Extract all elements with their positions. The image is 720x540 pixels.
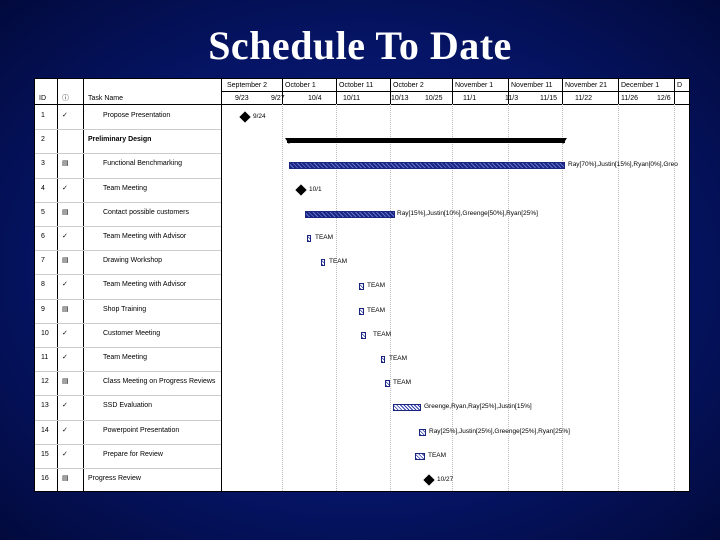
task-indicator-icon: ▤: [62, 305, 69, 313]
milestone-marker: [239, 111, 250, 122]
task-bar: [419, 429, 426, 436]
task-bar: [307, 235, 311, 242]
row-divider: [35, 444, 221, 445]
header-task-name: Task Name: [88, 95, 124, 102]
task-id: 7: [41, 257, 45, 265]
task-name: Contact possible customers: [103, 208, 189, 216]
task-name: Prepare for Review: [103, 450, 163, 458]
task-bar-label: TEAM: [367, 282, 386, 290]
timescale-minor-label: 11/1: [463, 95, 477, 102]
task-bar-label: TEAM: [389, 355, 408, 362]
timescale-minor-label: 10/13: [391, 95, 409, 102]
task-name: Team Meeting with Advisor: [103, 281, 187, 289]
task-id: 13: [41, 402, 49, 410]
task-name: Team Meeting: [103, 184, 147, 192]
task-indicator-icon: ✓: [62, 233, 68, 240]
row-divider: [35, 153, 221, 154]
timescale-divider: [336, 79, 337, 104]
timescale-major-label: September 2: [227, 82, 268, 89]
task-name: Shop Training: [103, 305, 147, 313]
task-bar: [415, 453, 425, 460]
timescale-major-label: November 11: [511, 82, 553, 89]
timescale-minor-label: 10/11: [343, 95, 360, 102]
task-indicator-icon: ▤: [62, 475, 69, 482]
summary-bar: [287, 138, 565, 143]
timescale-minor-label: 10/4: [308, 95, 322, 102]
timescale-minor-label: 11/22: [575, 95, 592, 102]
task-bar-label: TEAM: [428, 451, 447, 459]
timescale-minor-label: 11/26: [621, 95, 638, 102]
task-id: 12: [41, 378, 49, 386]
header-divider: [35, 104, 689, 105]
task-indicator-icon: ✓: [62, 112, 68, 119]
task-bar-label: TEAM: [315, 234, 334, 241]
task-bar-label: 10/1: [309, 185, 322, 193]
timescale-minor-label: 11/15: [540, 95, 557, 102]
task-bar: [381, 356, 385, 363]
task-bar-label: TEAM: [367, 306, 386, 314]
timescale-major-label: November 1: [455, 82, 494, 89]
task-bar-label: 9/24: [253, 113, 266, 120]
milestone-marker: [295, 184, 306, 195]
task-bar: [359, 308, 364, 315]
task-name: Class Meeting on Progress Reviews: [103, 378, 216, 386]
task-name: Powerpoint Presentation: [103, 426, 180, 434]
row-divider: [35, 468, 221, 469]
gantt-chart: [34, 78, 690, 492]
row-divider: [35, 129, 221, 130]
timescale-major-label: October 11: [339, 82, 374, 89]
timescale-minor-label: 9/23: [235, 95, 249, 102]
column-divider: [221, 79, 222, 491]
task-bar-label: TEAM: [393, 379, 412, 387]
task-id: 2: [41, 136, 45, 144]
task-indicator-icon: ✓: [62, 354, 68, 361]
row-divider: [35, 299, 221, 300]
task-name: Propose Presentation: [103, 112, 171, 119]
task-name: Team Meeting: [103, 354, 147, 361]
row-divider: [35, 323, 221, 324]
timescale-major-label: D: [677, 82, 683, 89]
slide-title: Schedule To Date: [208, 23, 512, 68]
task-indicator-icon: ✓: [62, 402, 68, 410]
task-indicator-icon: ▤: [62, 160, 69, 168]
task-id: 1: [41, 112, 45, 119]
timescale-divider: [562, 79, 563, 104]
task-id: 3: [41, 160, 45, 168]
task-name: Progress Review: [88, 475, 141, 482]
timescale-minor-label: 11/3: [505, 95, 519, 102]
task-id: 10: [41, 329, 49, 337]
timescale-divider: [452, 79, 453, 104]
row-divider: [35, 178, 221, 179]
row-divider: [35, 371, 221, 372]
task-id: 5: [41, 208, 45, 216]
task-bar-label: TEAM: [373, 330, 392, 338]
timescale-major-label: October 2: [393, 82, 424, 89]
task-indicator-icon: ✓: [62, 450, 68, 458]
task-bar: [361, 332, 366, 339]
task-id: 16: [41, 475, 49, 482]
task-id: 15: [41, 450, 49, 458]
timescale-divider: [674, 79, 675, 104]
row-divider: [35, 250, 221, 251]
task-name: Drawing Workshop: [103, 257, 163, 265]
timescale-major-label: December 1: [621, 82, 660, 89]
task-bar: [359, 283, 364, 290]
timescale-minor-label: 12/6: [657, 95, 671, 102]
column-divider: [57, 79, 58, 491]
task-id: 6: [41, 233, 45, 240]
task-bar: [385, 380, 390, 387]
row-divider: [35, 202, 221, 203]
timescale-minor-label: 10/25: [425, 95, 443, 102]
row-divider: [35, 395, 221, 396]
task-bar: [289, 162, 565, 169]
task-bar-label: Greenge,Ryan,Ray[25%],Justin[15%]: [424, 403, 532, 411]
task-bar: [393, 404, 421, 411]
task-bar: [321, 259, 325, 266]
column-divider: [83, 79, 84, 491]
task-name: Preliminary Design: [88, 136, 152, 144]
task-name: Team Meeting with Advisor: [103, 233, 187, 240]
task-indicator-icon: ✓: [62, 426, 68, 434]
header-id: ID: [39, 95, 46, 102]
task-name: Functional Benchmarking: [103, 160, 182, 168]
task-bar-label: Ray[25%],Justin[25%],Greenge[25%],Ryan[25%]: [429, 427, 570, 435]
task-name: SSD Evaluation: [103, 402, 153, 410]
timescale-divider: [618, 79, 619, 104]
chart-gridline: [282, 104, 283, 491]
task-indicator-icon: ✓: [62, 329, 68, 337]
task-id: 4: [41, 184, 45, 192]
task-bar: [305, 211, 395, 218]
task-indicator-icon: ▤: [62, 208, 69, 216]
task-indicator-icon: ✓: [62, 184, 68, 192]
milestone-marker: [423, 474, 434, 485]
task-id: 14: [41, 426, 49, 434]
timescale-major-label: November 21: [565, 82, 608, 89]
timescale-minor-label: 9/27: [271, 95, 285, 102]
row-divider: [35, 420, 221, 421]
row-divider: [35, 347, 221, 348]
task-indicator-icon: ✓: [62, 281, 68, 289]
task-bar-label: TEAM: [329, 258, 348, 266]
row-divider: [35, 226, 221, 227]
task-bar-label: Ray[70%],Justin[15%],Ryan[0%],Greo: [568, 161, 678, 169]
header-indicator: ⓘ: [62, 95, 69, 102]
task-id: 11: [41, 354, 49, 361]
task-name: Customer Meeting: [103, 329, 161, 337]
task-indicator-icon: ▤: [62, 378, 69, 386]
task-bar-label: 10/27: [437, 476, 454, 483]
task-indicator-icon: ▤: [62, 257, 69, 265]
task-id: 8: [41, 281, 45, 289]
row-divider: [35, 274, 221, 275]
task-bar-label: Ray[15%],Justin[10%],Greenge[50%],Ryan[25%]: [397, 209, 538, 217]
task-id: 9: [41, 305, 45, 313]
timescale-major-label: October 1: [285, 82, 316, 89]
